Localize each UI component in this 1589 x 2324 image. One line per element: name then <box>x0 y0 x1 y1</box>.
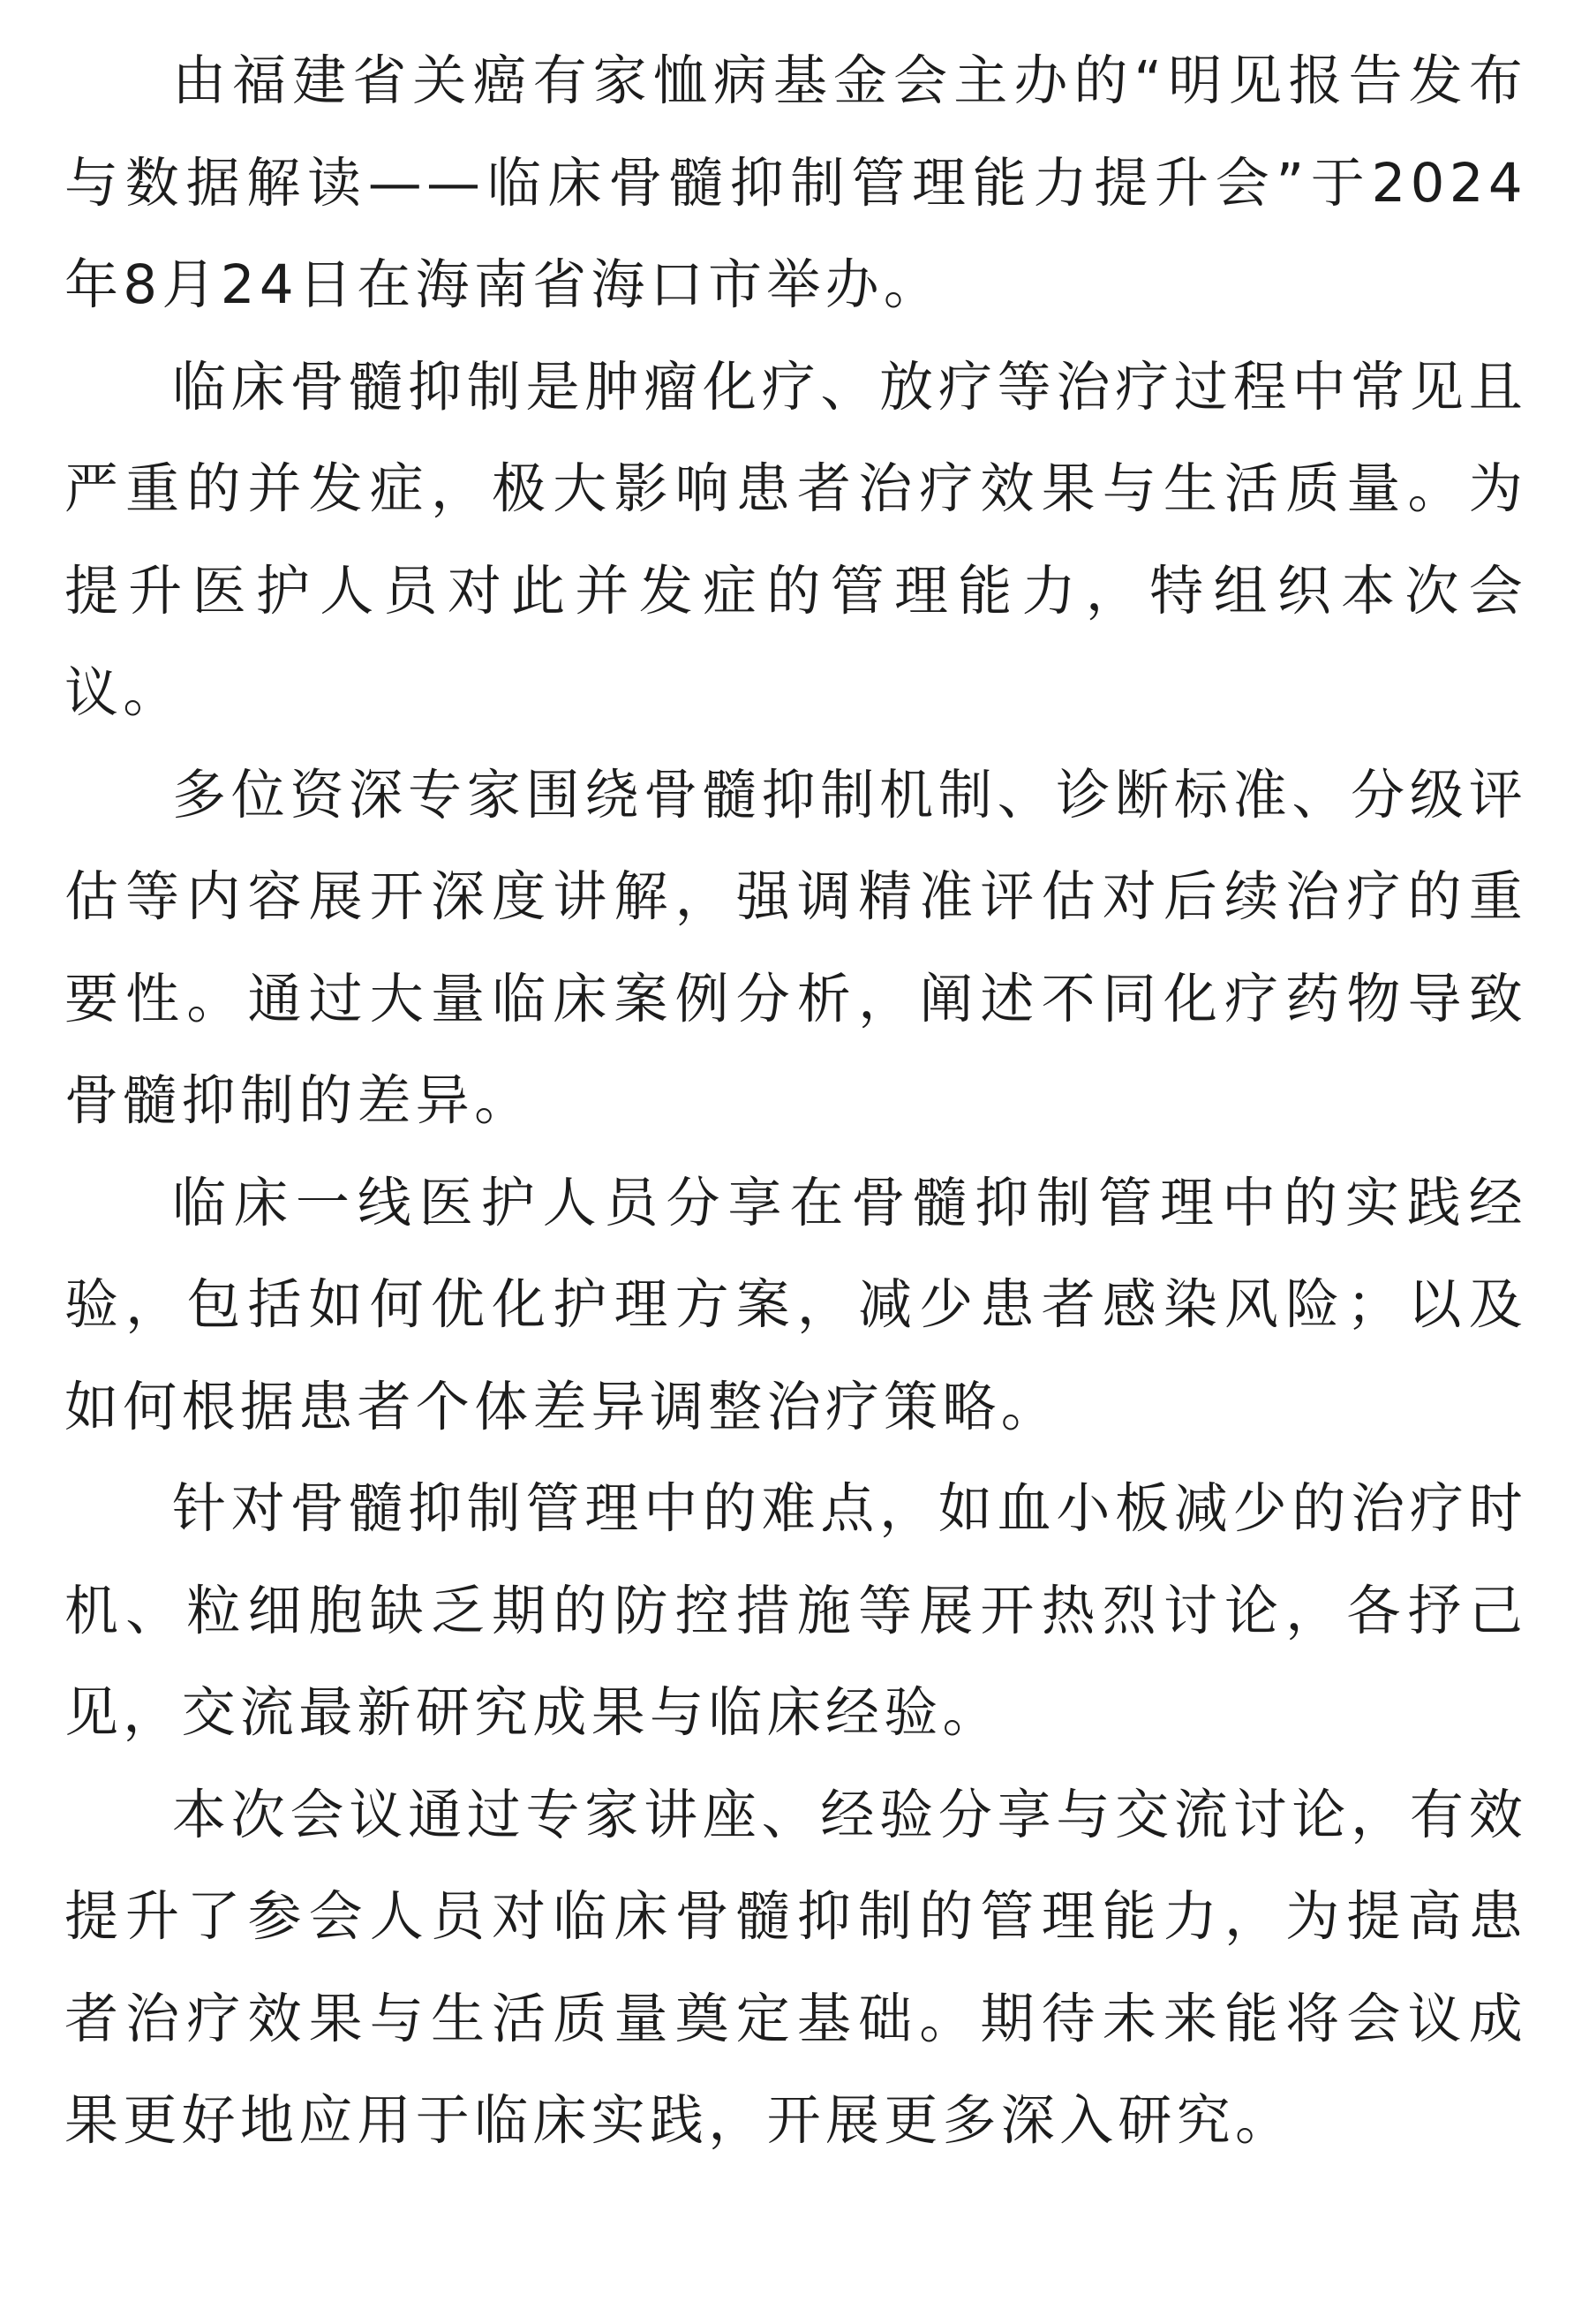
paragraph-practice-sharing: 临床一线医护人员分享在骨髓抑制管理中的实践经验，包括如何优化护理方案，减少患者感染风险；以及如何根据患者个体差异调整治疗策略。 <box>64 1171 1527 1438</box>
paragraph-event-intro: 由福建省关癌有家恤病基金会主办的“明见报告发布与数据解读——临床骨髓抑制管理能力提升会”于2024年8月24日在海南省海口市举办。 <box>64 49 1527 316</box>
paragraph-background: 临床骨髓抑制是肿瘤化疗、放疗等治疗过程中常见且严重的并发症，极大影响患者治疗效果与生活质量。为提升医护人员对此并发症的管理能力，特组织本次会议。 <box>64 355 1527 724</box>
paragraph-conclusion: 本次会议通过专家讲座、经验分享与交流讨论，有效提升了参会人员对临床骨髓抑制的管理能力，为提高患者治疗效果与生活质量奠定基础。期待未来能将会议成果更好地应用于临床实践，开展更多深入研究。 <box>64 1783 1527 2152</box>
paragraph-discussion: 针对骨髓抑制管理中的难点，如血小板减少的治疗时机、粒细胞缺乏期的防控措施等展开热烈讨论，各抒己见，交流最新研究成果与临床经验。 <box>64 1477 1527 1744</box>
paragraph-expert-lectures: 多位资深专家围绕骨髓抑制机制、诊断标准、分级评估等内容展开深度讲解，强调精准评估对后续治疗的重要性。通过大量临床案例分析，阐述不同化疗药物导致骨髓抑制的差异。 <box>64 763 1527 1132</box>
article-body <box>64 30 1527 2172</box>
